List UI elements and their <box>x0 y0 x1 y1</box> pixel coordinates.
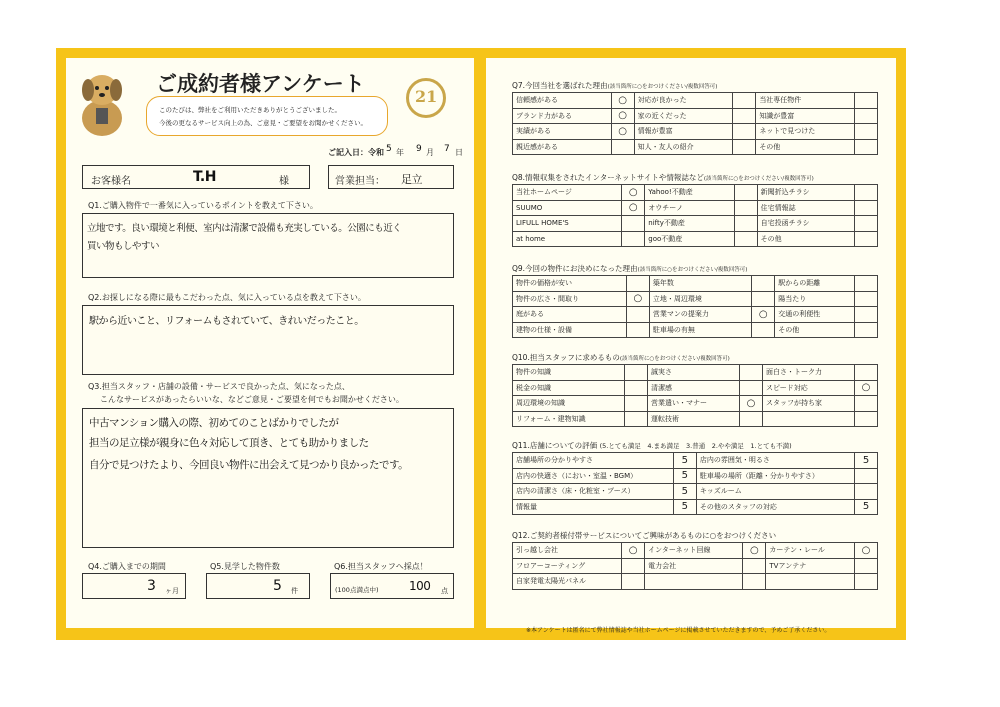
table-cell <box>762 411 854 427</box>
table-cell: スタッフが持ち家 <box>762 396 854 412</box>
q10-title <box>512 352 730 363</box>
rating-cell[interactable]: 5 <box>673 468 696 484</box>
check-cell[interactable] <box>622 231 645 247</box>
table-cell: 清潔感 <box>647 380 739 396</box>
table-cell: 家の近くだった <box>634 108 733 124</box>
table-cell: リフォーム・建物知識 <box>513 411 625 427</box>
q11-table <box>512 452 878 515</box>
check-cell[interactable]: ○ <box>611 108 634 124</box>
check-cell[interactable] <box>734 216 757 232</box>
left-panel <box>66 58 474 628</box>
check-cell[interactable] <box>752 291 775 307</box>
table-row <box>513 216 878 232</box>
table-cell: 駐車場の有無 <box>649 322 751 338</box>
check-cell[interactable]: ○ <box>739 396 762 412</box>
table-row <box>513 185 878 201</box>
greeting-line-2: 今後の更なるサービス向上の為、ご意見・ご要望をお聞かせください。 <box>159 119 367 127</box>
table-cell: 当社専任物件 <box>756 93 855 109</box>
century21-logo <box>406 78 446 118</box>
check-cell[interactable] <box>734 200 757 216</box>
q10-table <box>512 364 878 427</box>
q8-table <box>512 184 878 247</box>
table-cell: 引っ越し会社 <box>513 543 622 559</box>
table-row <box>513 499 878 515</box>
customer-name: T.H <box>193 169 216 185</box>
check-cell[interactable] <box>622 558 645 574</box>
q6-answer-box <box>330 573 454 599</box>
table-cell: 物件の広さ・間取り <box>513 291 627 307</box>
table-row <box>513 468 878 484</box>
table-cell: Yahoo!不動産 <box>645 185 734 201</box>
q7-title <box>512 80 717 91</box>
date-label: ご記入日：令和 <box>328 148 384 157</box>
table-row <box>513 200 878 216</box>
q5-unit: 件 <box>291 587 298 595</box>
table-cell: インターネット回線 <box>645 543 743 559</box>
q8-note: (該当箇所に○をおつけください/複数回答可) <box>703 176 814 182</box>
greeting-line-1: このたびは、弊社をご利用いただきありがとうございました。 <box>159 106 341 114</box>
q9-title-text: Q9.今回の物件にお決めになった理由 <box>512 264 638 273</box>
table-row <box>513 558 878 574</box>
table-cell: 情報量 <box>513 499 674 515</box>
survey-title: ご成約者様アンケート <box>156 72 365 96</box>
check-cell[interactable] <box>739 380 762 396</box>
customer-label: お客様名 <box>91 176 131 187</box>
rating-cell[interactable]: 5 <box>855 499 878 515</box>
table-row <box>513 231 878 247</box>
q1-question: Q1.ご購入物件で一番気に入っているポイントを教えて下さい。 <box>88 201 318 210</box>
rating-cell[interactable]: 5 <box>673 499 696 515</box>
q10-note: (該当箇所に○をおつけください/複数回答可) <box>619 356 730 362</box>
q4-answer-box <box>82 573 186 599</box>
check-cell[interactable] <box>855 558 878 574</box>
right-panel <box>486 58 896 634</box>
check-cell[interactable] <box>855 307 878 323</box>
check-cell[interactable] <box>855 322 878 338</box>
table-cell: 当社ホームページ <box>513 185 622 201</box>
rating-cell[interactable]: 5 <box>855 453 878 469</box>
q8-title-text: Q8.情報収集をされたインターネットサイトや情報誌など <box>512 173 704 182</box>
date-year-unit: 年 <box>396 148 404 157</box>
table-cell: 陽当たり <box>775 291 855 307</box>
table-cell: カーテン・レール <box>766 543 855 559</box>
check-cell[interactable] <box>752 322 775 338</box>
table-cell: 駐車場の場所（距離・分かりやすさ） <box>696 468 854 484</box>
table-cell <box>645 574 743 590</box>
staff-box <box>328 165 454 189</box>
table-cell: 建物の仕様・設備 <box>513 322 627 338</box>
q11-title-text: Q11.店舗についての評価 <box>512 441 598 450</box>
check-cell[interactable] <box>855 216 878 232</box>
q4-question: Q4.ご購入までの期間 <box>88 562 166 571</box>
table-cell: 物件の知識 <box>513 365 625 381</box>
check-cell[interactable] <box>855 291 878 307</box>
check-cell[interactable] <box>855 93 878 109</box>
table-row <box>513 484 878 500</box>
table-row <box>513 396 878 412</box>
table-cell: 営業マンの提案力 <box>649 307 751 323</box>
q3-answer-line-3: 自分で見つけたより、今回良い物件に出会えて見つかり良かったです。 <box>89 459 409 471</box>
staff-label: 営業担当： <box>335 176 385 187</box>
check-cell[interactable] <box>622 574 645 590</box>
q6-value: 100 <box>409 579 431 593</box>
table-cell: 運転技術 <box>647 411 739 427</box>
check-cell[interactable] <box>624 365 647 381</box>
q7-note: (該当箇所に○をおつけください/複数回答可) <box>607 84 718 90</box>
q9-note: (該当箇所に○をおつけください/複数回答可) <box>637 267 748 273</box>
q3-question-line-1: Q3.担当スタッフ・店舗の設備・サービスで良かった点、気になった点、 <box>88 382 350 391</box>
check-cell[interactable] <box>855 365 878 381</box>
q1-answer-line-1: 立地です。良い環境と利便、室内は清潔で設備も充実している。公園にも近く <box>87 223 402 234</box>
date-day: 7 <box>444 144 450 154</box>
check-cell[interactable] <box>855 200 878 216</box>
rating-cell[interactable] <box>855 484 878 500</box>
date-day-unit: 日 <box>455 148 463 157</box>
q1-answer-line-2: 買い物もしやすい <box>87 241 160 252</box>
q3-answer-line-1: 中古マンション購入の際、初めてのことばかりでしたが <box>89 417 339 429</box>
table-row <box>513 276 878 292</box>
q12-title: Q12.ご契約者様付帯サービスについてご興味があるものに○をおつけください <box>512 531 777 540</box>
rating-cell[interactable] <box>855 468 878 484</box>
check-cell[interactable] <box>733 139 756 155</box>
table-cell: LIFULL HOME'S <box>513 216 622 232</box>
table-cell: 新聞折込チラシ <box>757 185 854 201</box>
date-month-unit: 月 <box>426 148 434 157</box>
table-cell: フロアーコーティング <box>513 558 622 574</box>
check-cell[interactable]: ○ <box>855 543 878 559</box>
table-cell: その他のスタッフの対応 <box>696 499 854 515</box>
table-cell: TVアンテナ <box>766 558 855 574</box>
rating-cell[interactable]: 5 <box>673 453 696 469</box>
dog-mascot-icon <box>72 68 132 138</box>
check-cell[interactable]: ○ <box>626 291 649 307</box>
check-cell[interactable] <box>624 411 647 427</box>
table-cell: 駅からの距離 <box>775 276 855 292</box>
q8-title <box>512 172 814 183</box>
q10-title-text: Q10.担当スタッフに求めるもの <box>512 353 620 362</box>
check-cell[interactable] <box>739 411 762 427</box>
check-cell[interactable] <box>743 574 766 590</box>
q3-question-line-2: こんなサービスがあったらいいな、などご意見・ご要望を何でもお聞かせください。 <box>100 395 404 404</box>
q4-unit: ヶ月 <box>165 587 179 595</box>
check-cell[interactable] <box>624 396 647 412</box>
table-cell: 住宅情報誌 <box>757 200 854 216</box>
q2-answer-box <box>82 305 454 375</box>
table-cell: オウチーノ <box>645 200 734 216</box>
check-cell[interactable] <box>855 124 878 140</box>
q11-scale: (5.とても満足 4.まあ満足 3.普通 2.やや満足 1.とても不満) <box>599 442 792 450</box>
table-row <box>513 139 878 155</box>
table-row <box>513 411 878 427</box>
check-cell[interactable]: ○ <box>743 543 766 559</box>
table-cell: 信頼感がある <box>513 93 612 109</box>
q2-question: Q2.お探しになる際に最もこだわった点、気に入っている点を教えて下さい。 <box>88 293 366 302</box>
table-cell: 周辺環境の知識 <box>513 396 625 412</box>
check-cell[interactable]: ○ <box>855 380 878 396</box>
table-cell: 電力会社 <box>645 558 743 574</box>
table-cell: その他 <box>756 139 855 155</box>
customer-suffix: 様 <box>279 176 289 187</box>
rating-cell[interactable]: 5 <box>673 484 696 500</box>
table-row <box>513 543 878 559</box>
check-cell[interactable] <box>733 108 756 124</box>
check-cell[interactable] <box>855 139 878 155</box>
check-cell[interactable] <box>626 322 649 338</box>
check-cell[interactable] <box>734 185 757 201</box>
footer-note: ※本アンケートは匿名にて弊社情報誌や当社ホームページに掲載させていただきますので、予めご了承ください。 <box>526 627 831 634</box>
customer-name-box <box>82 165 310 189</box>
check-cell[interactable] <box>855 108 878 124</box>
check-cell[interactable]: ○ <box>752 307 775 323</box>
q6-note: (100点満点中) <box>335 586 379 594</box>
check-cell[interactable]: ○ <box>622 200 645 216</box>
q2-answer-line-1: 駅から近いこと、リフォームもされていて、きれいだったこと。 <box>89 316 364 327</box>
check-cell[interactable] <box>855 231 878 247</box>
check-cell[interactable] <box>855 411 878 427</box>
check-cell[interactable]: ○ <box>611 124 634 140</box>
table-cell: 対応が良かった <box>634 93 733 109</box>
q6-question: Q6.担当スタッフへ採点！ <box>334 562 428 571</box>
q3-answer-line-2: 担当の足立様が親身に色々対応して頂き、とても助かりました <box>89 437 369 449</box>
table-cell: 自宅投函チラシ <box>757 216 854 232</box>
check-cell[interactable] <box>855 276 878 292</box>
table-row <box>513 365 878 381</box>
table-row <box>513 574 878 590</box>
check-cell[interactable] <box>855 185 878 201</box>
check-cell[interactable] <box>626 276 649 292</box>
table-row <box>513 291 878 307</box>
logo-text: 21 <box>415 87 438 106</box>
check-cell[interactable] <box>611 139 634 155</box>
q4-value: 3 <box>147 578 156 594</box>
q12-table <box>512 542 878 590</box>
q5-value: 5 <box>273 578 282 594</box>
table-cell: 知識が豊富 <box>756 108 855 124</box>
table-cell: 面白さ・トーク力 <box>762 365 854 381</box>
table-row <box>513 124 878 140</box>
table-cell: その他 <box>775 322 855 338</box>
q9-table <box>512 275 878 338</box>
table-cell: 実績がある <box>513 124 612 140</box>
staff-name: 足立 <box>401 173 422 186</box>
check-cell[interactable]: ○ <box>622 185 645 201</box>
table-row <box>513 322 878 338</box>
table-cell: 誠実さ <box>647 365 739 381</box>
table-cell: 営業遣い・マナー <box>647 396 739 412</box>
check-cell[interactable] <box>739 365 762 381</box>
table-cell: 知人・友人の紹介 <box>634 139 733 155</box>
table-cell: 店内の雰囲気・明るさ <box>696 453 854 469</box>
table-cell: キッズルーム <box>696 484 854 500</box>
check-cell[interactable] <box>626 307 649 323</box>
greeting-bubble <box>146 96 388 136</box>
table-cell: 立地・周辺環境 <box>649 291 751 307</box>
table-cell: スピード対応 <box>762 380 854 396</box>
check-cell[interactable] <box>855 396 878 412</box>
q7-table <box>512 92 878 155</box>
table-cell: 店舗場所の分かりやすさ <box>513 453 674 469</box>
table-cell: 築年数 <box>649 276 751 292</box>
table-cell: 情報が豊富 <box>634 124 733 140</box>
table-cell: 物件の価格が安い <box>513 276 627 292</box>
q1-answer-box <box>82 213 454 278</box>
q9-title <box>512 263 747 274</box>
check-cell[interactable] <box>624 380 647 396</box>
table-cell: その他 <box>757 231 854 247</box>
table-row <box>513 108 878 124</box>
table-cell: at home <box>513 231 622 247</box>
q5-answer-box <box>206 573 310 599</box>
table-cell: SUUMO <box>513 200 622 216</box>
check-cell[interactable] <box>743 558 766 574</box>
table-cell: 自家発電太陽光パネル <box>513 574 622 590</box>
q6-unit: 点 <box>441 587 448 595</box>
table-cell: 親近感がある <box>513 139 612 155</box>
q11-title <box>512 440 792 451</box>
table-row <box>513 93 878 109</box>
check-cell[interactable] <box>752 276 775 292</box>
date-month: 9 <box>416 144 422 154</box>
table-row <box>513 307 878 323</box>
table-cell <box>766 574 855 590</box>
check-cell[interactable]: ○ <box>611 93 634 109</box>
table-row <box>513 380 878 396</box>
table-cell: ブランド力がある <box>513 108 612 124</box>
table-cell: 庭がある <box>513 307 627 323</box>
table-cell: 店内の快適さ（におい・室温・BGM） <box>513 468 674 484</box>
table-cell: 税金の知識 <box>513 380 625 396</box>
q7-title-text: Q7.今回当社を選ばれた理由 <box>512 81 608 90</box>
check-cell[interactable] <box>733 93 756 109</box>
table-cell: ネットで見つけた <box>756 124 855 140</box>
table-cell: nifty不動産 <box>645 216 734 232</box>
q3-answer-box <box>82 408 454 548</box>
table-cell: goo不動産 <box>645 231 734 247</box>
table-cell: 交通の利便性 <box>775 307 855 323</box>
table-cell: 店内の清潔さ（床・化粧室・ブース） <box>513 484 674 500</box>
check-cell[interactable] <box>734 231 757 247</box>
check-cell[interactable] <box>622 216 645 232</box>
check-cell[interactable] <box>855 574 878 590</box>
table-row <box>513 453 878 469</box>
check-cell[interactable] <box>733 124 756 140</box>
date-year: 5 <box>386 144 392 154</box>
q5-question: Q5.見学した物件数 <box>210 562 280 571</box>
check-cell[interactable]: ○ <box>622 543 645 559</box>
